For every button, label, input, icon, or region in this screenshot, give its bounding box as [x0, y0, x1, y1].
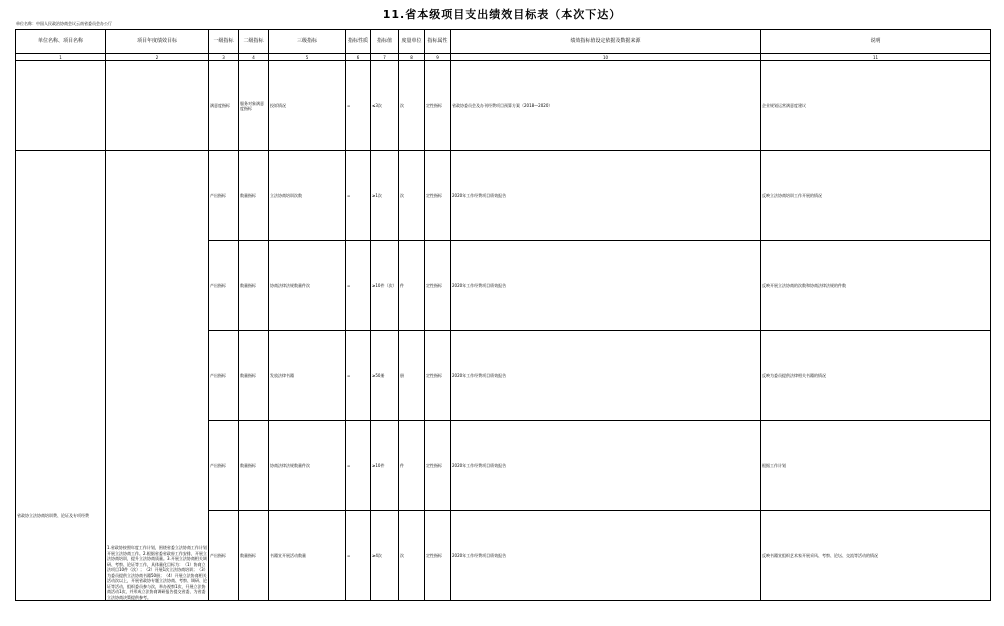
header-cell: 单位名称、项目名称 [16, 30, 106, 54]
level2-cell: 数量指标 [239, 421, 269, 511]
level1-cell: 产出指标 [209, 241, 239, 331]
attr-cell: 定性指标 [425, 151, 451, 241]
note-cell: 根据工作计划 [761, 421, 991, 511]
level3-cell: 协商法律法规数量件次 [269, 241, 346, 331]
note-cell: 反映开展立法协商的次数和协商法律法规的件数 [761, 241, 991, 331]
attr-cell: 定性指标 [425, 61, 451, 151]
performance-table [15, 29, 991, 601]
level1-cell: 产出指标 [209, 151, 239, 241]
level3-cell: 协商法律法规数量件次 [269, 421, 346, 511]
value-cell: ≥10件（次） [371, 241, 399, 331]
level1-cell: 产出指标 [209, 421, 239, 511]
level1-cell: 满意度指标 [209, 61, 239, 151]
level2-cell: 数量指标 [239, 151, 269, 241]
basis-cell: 2020年工作经费项目绩效报告 [451, 421, 761, 511]
nature-cell: = [346, 241, 371, 331]
level1-cell: 产出指标 [209, 331, 239, 421]
basis-cell: 2020年工作经费项目绩效报告 [451, 151, 761, 241]
header-cell: 绩效指标值设定依据及数据来源 [451, 30, 761, 54]
value-cell: ≤3次 [371, 61, 399, 151]
header-cell: 三级指标 [269, 30, 346, 54]
level3-cell: 书籍宣开展活动数量 [269, 511, 346, 601]
page-title: 11.省本级项目支出绩效目标表（本次下达） [382, 8, 622, 21]
attr-cell: 定性指标 [425, 331, 451, 421]
measure-cell: 次 [399, 61, 425, 151]
index-cell: 1 [16, 54, 106, 61]
goal-cell: 1.省政协按照年度工作计划，围绕省委立法协商工作计划开展立法协商工作。2.根据省委省政府工作安排，开展立法协商培训，提升立法协商质量。3.开展立法协商相关调研、考察、论证等工作，具体量化目标为：（1）协商立法项目10件（次）；（2）开展1次立法协商培训；（3）为委员提供立法协商书籍50册；（4）开展立法协商相关活动次以上，开展省政协专题立法协商、考察、调研、论证等活动，组织委员参与次，举办视察1次，开展立法协商活动1次，并形成立法协商调研报告提交省委，为省委立法协商决策提供参考。 [106, 151, 209, 601]
nature-cell: = [346, 421, 371, 511]
header-cell: 项目年度绩效目标 [106, 30, 209, 54]
value-cell: ≥1次 [371, 151, 399, 241]
measure-cell: 件 [399, 421, 425, 511]
value-cell: ≥10件 [371, 421, 399, 511]
index-row [16, 54, 991, 61]
nature-cell: = [346, 151, 371, 241]
basis-cell: 省政协委员会及办刊经费项目预算方案（2018—2020） [451, 61, 761, 151]
nature-cell: = [346, 331, 371, 421]
basis-cell: 2020年工作经费项目绩效报告 [451, 241, 761, 331]
level2-cell: 数量指标 [239, 241, 269, 331]
measure-cell: 次 [399, 511, 425, 601]
index-cell: 8 [399, 54, 425, 61]
header-cell: 指标性质 [346, 30, 371, 54]
note-cell: 企业规划运营满意度建议 [761, 61, 991, 151]
level2-cell: 服务对象满意度指标 [239, 61, 269, 151]
index-cell: 4 [239, 54, 269, 61]
unit-project-cell: 省政协立法协商培训费、论证及专项经费 [16, 151, 106, 601]
header-row [16, 30, 991, 54]
attr-cell: 定性指标 [425, 421, 451, 511]
index-cell: 3 [209, 54, 239, 61]
attr-cell: 定性指标 [425, 511, 451, 601]
index-cell: 10 [451, 54, 761, 61]
level3-cell: 投诉情况 [269, 61, 346, 151]
note-cell: 反映书籍宣组织艺术家开展采风、考察、论坛、交流等活动的情况 [761, 511, 991, 601]
note-cell: 反映立法协商培训工作开展的情况 [761, 151, 991, 241]
header-cell: 说明 [761, 30, 991, 54]
table-row [16, 151, 991, 241]
nature-cell: = [346, 511, 371, 601]
basis-cell: 2020年工作经费项目绩效报告 [451, 511, 761, 601]
attr-cell: 定性指标 [425, 241, 451, 331]
index-cell: 5 [269, 54, 346, 61]
index-cell: 11 [761, 54, 991, 61]
level3-cell: 发放法律书籍 [269, 331, 346, 421]
header-cell: 指标值 [371, 30, 399, 54]
index-cell: 6 [346, 54, 371, 61]
unit-label: 单位名称：中国人民政治协商会议云南省委员会办公厅 [16, 21, 112, 26]
goal-cell-empty [106, 61, 209, 151]
index-cell: 2 [106, 54, 209, 61]
note-cell: 反映为委员提供法律相关书籍的情况 [761, 331, 991, 421]
table-row [16, 61, 991, 151]
basis-cell: 2020年工作经费项目绩效报告 [451, 331, 761, 421]
nature-cell: = [346, 61, 371, 151]
level2-cell: 数量指标 [239, 331, 269, 421]
level3-cell: 立法协商培训次数 [269, 151, 346, 241]
index-cell: 9 [425, 54, 451, 61]
unit-project-cell-empty [16, 61, 106, 151]
header-cell: 一级指标 [209, 30, 239, 54]
level2-cell: 数量指标 [239, 511, 269, 601]
index-cell: 7 [371, 54, 399, 61]
measure-cell: 册 [399, 331, 425, 421]
level1-cell: 产出指标 [209, 511, 239, 601]
header-cell: 指标属性 [425, 30, 451, 54]
header-cell: 度量单位 [399, 30, 425, 54]
value-cell: ≥4次 [371, 511, 399, 601]
measure-cell: 次 [399, 151, 425, 241]
measure-cell: 件 [399, 241, 425, 331]
value-cell: ≥50册 [371, 331, 399, 421]
header-cell: 二级指标 [239, 30, 269, 54]
